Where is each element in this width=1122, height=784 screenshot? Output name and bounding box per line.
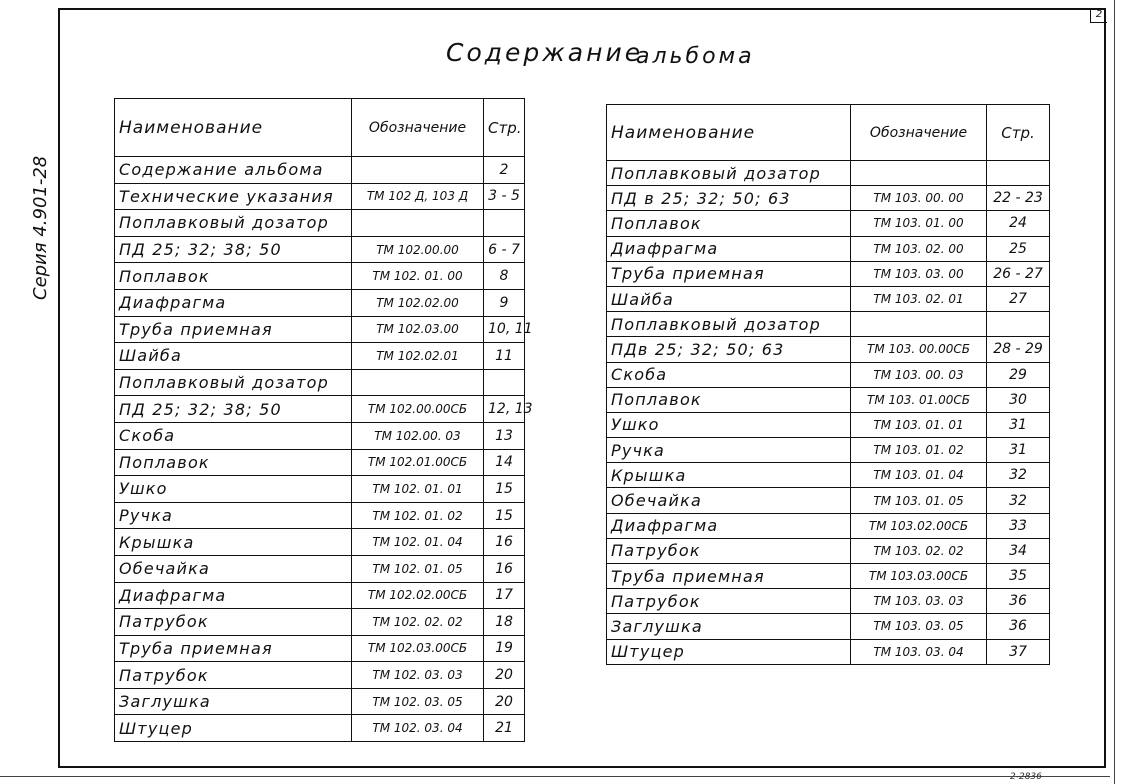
cell-name: Диафрагма [115, 289, 352, 316]
page-title [430, 38, 830, 72]
cell-page: 19 [484, 635, 525, 662]
table-row [607, 614, 1050, 639]
cell-page: 13 [484, 422, 525, 449]
cell-page [484, 210, 525, 237]
cell-name: Крышка [607, 463, 851, 488]
cell-name: Шайба [115, 343, 352, 370]
table-row [607, 186, 1050, 211]
cell-name: Скоба [115, 422, 352, 449]
cell-designation: ТМ 103. 00.00СБ [851, 337, 987, 362]
cell-name: Поплавок [607, 211, 851, 236]
cell-designation: ТМ 102.02.01 [352, 343, 484, 370]
table-row [607, 337, 1050, 362]
cell-name: Содержание альбома [115, 157, 352, 184]
table-row [607, 236, 1050, 261]
cell-name: ПД 25; 32; 38; 50 [115, 396, 352, 423]
cell-page: 20 [484, 662, 525, 689]
cell-page: 15 [484, 502, 525, 529]
table-row [607, 488, 1050, 513]
cell-designation: ТМ 103. 03. 05 [851, 614, 987, 639]
table-row [607, 161, 1050, 186]
cell-name: Ушко [115, 476, 352, 503]
cell-name: Штуцер [607, 639, 851, 664]
table-row [115, 236, 525, 263]
cell-name: Поплавок [115, 449, 352, 476]
table-row [115, 688, 525, 715]
cell-page: 28 - 29 [987, 337, 1050, 362]
cell-name: Поплавковый дозатор [607, 312, 851, 337]
cell-page: 16 [484, 529, 525, 556]
table-body-right [607, 161, 1050, 665]
cell-page: 11 [484, 343, 525, 370]
cell-designation: ТМ 102.00.00СБ [352, 396, 484, 423]
trim-line-bottom [0, 776, 1110, 777]
cell-designation [352, 210, 484, 237]
page-title-word-2: альбома [636, 44, 755, 69]
cell-page: 32 [987, 488, 1050, 513]
corner-code: 2-2836 [1010, 772, 1042, 782]
table-row [607, 438, 1050, 463]
cell-page: 33 [987, 513, 1050, 538]
cell-page: 29 [987, 362, 1050, 387]
cell-designation: ТМ 103. 02. 01 [851, 286, 987, 311]
table-row [607, 387, 1050, 412]
cell-name: Поплавковый дозатор [115, 369, 352, 396]
table-row [115, 715, 525, 742]
cell-designation: ТМ 102. 03. 04 [352, 715, 484, 742]
sheet-number: 2 [1090, 8, 1107, 23]
table-row [115, 157, 525, 184]
cell-page: 26 - 27 [987, 261, 1050, 286]
cell-name: Диафрагма [607, 236, 851, 261]
cell-designation: ТМ 102.01.00СБ [352, 449, 484, 476]
cell-name: Труба приемная [607, 564, 851, 589]
cell-name: Поплавковый дозатор [115, 210, 352, 237]
cell-page: 31 [987, 438, 1050, 463]
cell-name: Заглушка [115, 688, 352, 715]
cell-designation: ТМ 103. 02. 02 [851, 538, 987, 563]
cell-page: 35 [987, 564, 1050, 589]
cell-designation: ТМ 102.03.00СБ [352, 635, 484, 662]
table-row [607, 589, 1050, 614]
cell-page: 8 [484, 263, 525, 290]
cell-designation [352, 369, 484, 396]
cell-name: Патрубок [115, 662, 352, 689]
cell-name: Крышка [115, 529, 352, 556]
cell-name: ПД в 25; 32; 50; 63 [607, 186, 851, 211]
table-row [115, 396, 525, 423]
cell-name: Обечайка [607, 488, 851, 513]
table-row [607, 412, 1050, 437]
table-row [607, 513, 1050, 538]
cell-name: Труба приемная [115, 635, 352, 662]
cell-page: 21 [484, 715, 525, 742]
cell-page: 18 [484, 609, 525, 636]
cell-designation: ТМ 103. 00. 03 [851, 362, 987, 387]
cell-name: Ручка [115, 502, 352, 529]
contents-table-left [114, 98, 533, 742]
cell-name: Поплавковый дозатор [607, 161, 851, 186]
header-name: Наименование [115, 99, 352, 157]
cell-name: Ручка [607, 438, 851, 463]
table-row [115, 422, 525, 449]
cell-page: 22 - 23 [987, 186, 1050, 211]
cell-page: 36 [987, 614, 1050, 639]
table-row [115, 635, 525, 662]
table-header-row [115, 99, 525, 157]
table-row [607, 463, 1050, 488]
cell-name: Патрубок [115, 609, 352, 636]
cell-designation: ТМ 103. 03. 04 [851, 639, 987, 664]
cell-designation: ТМ 102. 03. 03 [352, 662, 484, 689]
cell-page: 30 [987, 387, 1050, 412]
cell-page: 16 [484, 555, 525, 582]
cell-designation: ТМ 102.00. 03 [352, 422, 484, 449]
cell-name: Патрубок [607, 538, 851, 563]
table-body-left [115, 157, 533, 742]
cell-designation [851, 161, 987, 186]
cell-designation: ТМ 103. 01. 02 [851, 438, 987, 463]
cell-page: 36 [987, 589, 1050, 614]
header-designation: Обозначение [851, 105, 987, 161]
table-row [607, 564, 1050, 589]
cell-designation: ТМ 103. 02. 00 [851, 236, 987, 261]
table-row [607, 639, 1050, 664]
cell-designation [352, 157, 484, 184]
header-name: Наименование [607, 105, 851, 161]
cell-name: Обечайка [115, 555, 352, 582]
cell-page: 20 [484, 688, 525, 715]
cell-page: 34 [987, 538, 1050, 563]
cell-designation: ТМ 102. 02. 02 [352, 609, 484, 636]
cell-designation: ТМ 102.03.00 [352, 316, 484, 343]
cell-designation: ТМ 103. 01. 04 [851, 463, 987, 488]
cell-designation: ТМ 102 Д, 103 Д [352, 183, 484, 210]
cell-name: Патрубок [607, 589, 851, 614]
cell-page: 14 [484, 449, 525, 476]
header-page: Стр. [484, 99, 525, 157]
table-row [607, 286, 1050, 311]
cell-designation: ТМ 103.03.00СБ [851, 564, 987, 589]
table-row [607, 312, 1050, 337]
cell-name: Диафрагма [115, 582, 352, 609]
cell-designation: ТМ 102.00.00 [352, 236, 484, 263]
cell-page: 15 [484, 476, 525, 503]
cell-name: Заглушка [607, 614, 851, 639]
table-row [115, 210, 525, 237]
cell-designation: ТМ 103. 00. 00 [851, 186, 987, 211]
cell-page: 9 [484, 289, 525, 316]
cell-designation: ТМ 102. 01. 04 [352, 529, 484, 556]
table-row [115, 316, 525, 343]
series-label: Серия 4.901-28 [30, 155, 51, 300]
table-header-row [607, 105, 1050, 161]
cell-name: ПДв 25; 32; 50; 63 [607, 337, 851, 362]
cell-name: Скоба [607, 362, 851, 387]
cell-page: 37 [987, 639, 1050, 664]
cell-name: Труба приемная [115, 316, 352, 343]
cell-designation: ТМ 103. 03. 03 [851, 589, 987, 614]
table-row [115, 555, 525, 582]
cell-page [484, 369, 525, 396]
table-row [115, 449, 525, 476]
cell-page: 31 [987, 412, 1050, 437]
cell-page: 2 [484, 157, 525, 184]
cell-name: Труба приемная [607, 261, 851, 286]
cell-name: Поплавок [115, 263, 352, 290]
cell-name: Поплавок [607, 387, 851, 412]
cell-page: 25 [987, 236, 1050, 261]
table-row [115, 263, 525, 290]
cell-designation: ТМ 103.02.00СБ [851, 513, 987, 538]
cell-designation: ТМ 102. 01. 05 [352, 555, 484, 582]
cell-designation: ТМ 103. 01. 00 [851, 211, 987, 236]
table-row [115, 609, 525, 636]
table-row [607, 211, 1050, 236]
trim-line-right [1114, 0, 1115, 784]
cell-designation: ТМ 102. 01. 02 [352, 502, 484, 529]
cell-page: 3 - 5 [484, 183, 525, 210]
cell-page: 17 [484, 582, 525, 609]
cell-designation: ТМ 103. 01. 05 [851, 488, 987, 513]
table-row [115, 662, 525, 689]
table-row [607, 362, 1050, 387]
cell-name: Ушко [607, 412, 851, 437]
cell-name: Диафрагма [607, 513, 851, 538]
cell-designation: ТМ 102.02.00СБ [352, 582, 484, 609]
cell-designation: ТМ 102. 03. 05 [352, 688, 484, 715]
cell-designation: ТМ 102. 01. 00 [352, 263, 484, 290]
cell-name: Шайба [607, 286, 851, 311]
cell-page: 27 [987, 286, 1050, 311]
table-row [115, 476, 525, 503]
table-row [115, 502, 525, 529]
cell-name: Технические указания [115, 183, 352, 210]
cell-page: 12, 13 [484, 396, 525, 423]
cell-designation: ТМ 103. 01.00СБ [851, 387, 987, 412]
table-row [607, 538, 1050, 563]
cell-name: Штуцер [115, 715, 352, 742]
header-page: Стр. [987, 105, 1050, 161]
table-row [115, 289, 525, 316]
table-row [115, 343, 525, 370]
cell-page: 24 [987, 211, 1050, 236]
cell-designation: ТМ 103. 03. 00 [851, 261, 987, 286]
table-row [607, 261, 1050, 286]
cell-designation [851, 312, 987, 337]
table-row [115, 529, 525, 556]
cell-designation: ТМ 102.02.00 [352, 289, 484, 316]
header-designation: Обозначение [352, 99, 484, 157]
cell-designation: ТМ 102. 01. 01 [352, 476, 484, 503]
cell-page [987, 161, 1050, 186]
table-row [115, 183, 525, 210]
cell-page: 6 - 7 [484, 236, 525, 263]
cell-page: 32 [987, 463, 1050, 488]
table-row [115, 369, 525, 396]
page-title-word-1: Содержание [446, 38, 644, 67]
cell-designation: ТМ 103. 01. 01 [851, 412, 987, 437]
cell-name: ПД 25; 32; 38; 50 [115, 236, 352, 263]
cell-page: 10, 11 [484, 316, 525, 343]
cell-page [987, 312, 1050, 337]
contents-table-right [606, 104, 1050, 665]
table-row [115, 582, 525, 609]
